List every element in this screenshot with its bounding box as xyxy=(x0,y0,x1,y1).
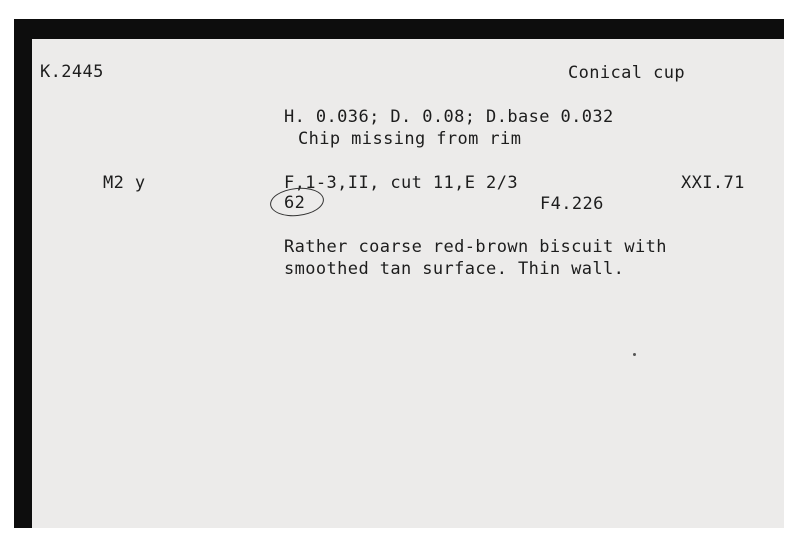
object-type: Conical cup xyxy=(568,63,685,83)
catalog-number: K.2445 xyxy=(40,62,104,82)
find-context: F,1-3,II, cut 11,E 2/3 xyxy=(284,173,518,193)
inventory-number: F4.226 xyxy=(540,194,604,214)
circled-number: 62 xyxy=(284,193,306,213)
condition-note: Chip missing from rim xyxy=(298,129,522,149)
scan-border-top xyxy=(14,19,784,39)
paper-speck xyxy=(633,353,636,356)
scan-border-left xyxy=(14,19,32,528)
dimensions: H. 0.036; D. 0.08; D.base 0.032 xyxy=(284,107,614,127)
location-code: M2 y xyxy=(103,173,146,193)
description-line-2: smoothed tan surface. Thin wall. xyxy=(284,259,625,279)
reference-number: XXI.71 xyxy=(681,173,745,193)
description-line-1: Rather coarse red-brown biscuit with xyxy=(284,237,667,257)
